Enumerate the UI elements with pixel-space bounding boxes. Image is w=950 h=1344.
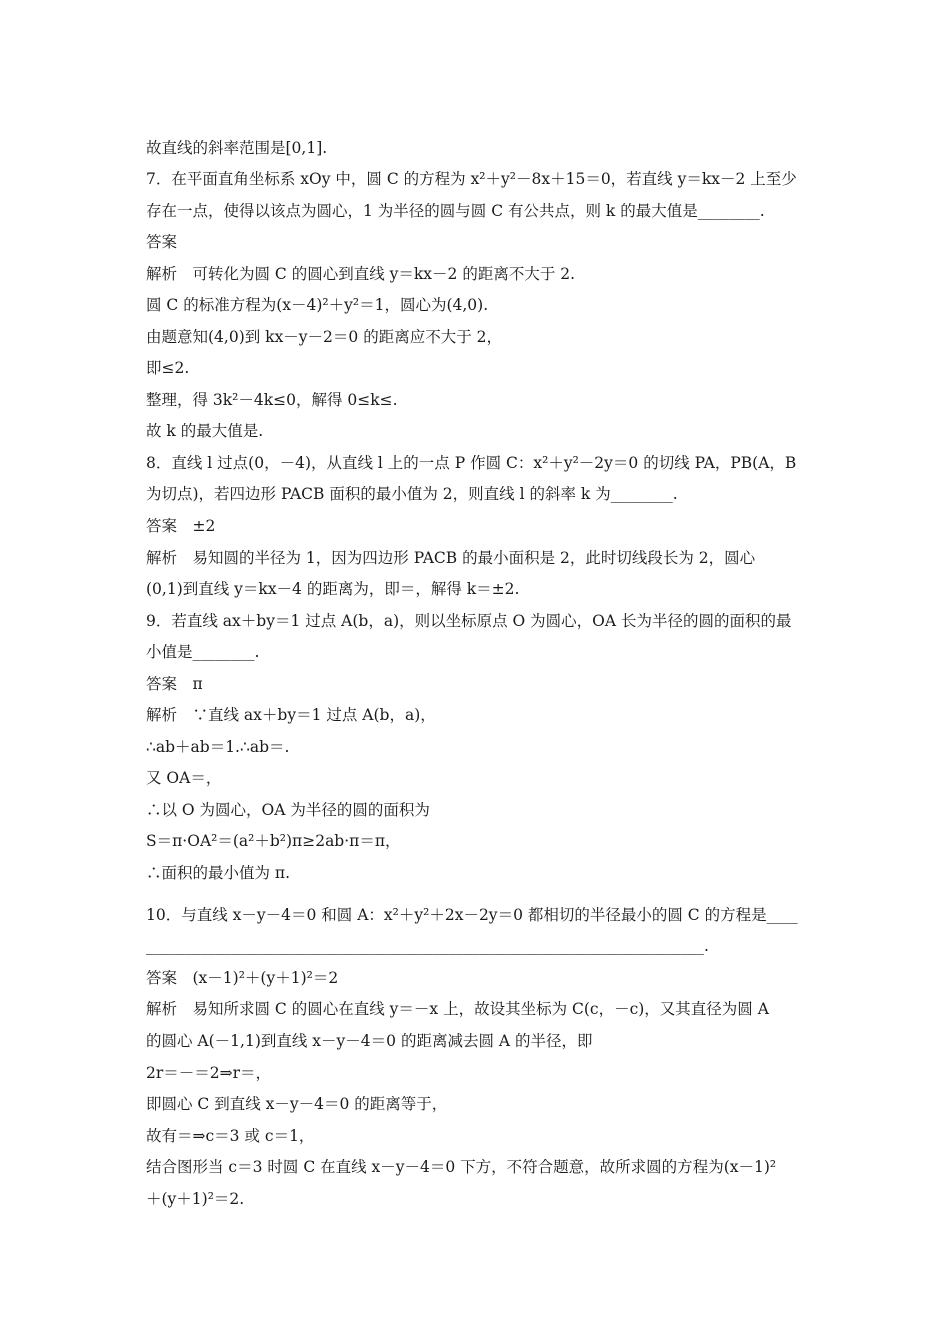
analysis-line: ∴面积的最小值为 π. [146,864,291,882]
analysis-line: 故 k 的最大值是. [146,422,264,440]
question-7-line: 7．在平面直角坐标系 xOy 中，圆 C 的方程为 x²＋y²－8x＋15＝0，若直线 y＝kx－2 上至少 [146,170,797,188]
question-10-line: 10．与直线 x－y－4＝0 和圆 A：x²＋y²＋2x－2y＝0 都相切的半径最小的圆 C 的方程是____ [146,906,798,924]
analysis-line: 又 OA＝， [146,769,222,787]
analysis-line: ＋(y＋1)²＝2. [146,1190,245,1208]
question-9-line: 9．若直线 ax＋by＝1 过点 A(b，a)，则以坐标原点 O 为圆心，OA 长为半径的圆的面积的最 [146,612,792,630]
analysis-line: 由题意知(4,0)到 kx－y－2＝0 的距离应不大于 2， [146,328,503,346]
analysis-line: 解析 易知所求圆 C 的圆心在直线 y＝－x 上，故设其坐标为 C(c，－c)，又其直径为圆 A [146,1000,769,1018]
analysis-line: ∴ab＋ab＝1.∴ab＝. [146,738,290,756]
answer-line: 答案 π [146,675,203,693]
analysis-line: 解析 易知圆的半径为 1，因为四边形 PACB 的最小面积是 2，此时切线段长为 2，圆心 [146,549,756,567]
analysis-line: (0,1)到直线 y＝kx－4 的距离为，即＝，解得 k＝±2. [146,580,520,598]
question-9-line: 小值是________. [146,643,260,661]
analysis-line: 的圆心 A(－1,1)到直线 x－y－4＝0 的距离减去圆 A 的半径，即 [146,1032,593,1050]
answer-label: 答案 [146,233,178,251]
question-8-line: 为切点)，若四边形 PACB 面积的最小值为 2，则直线 l 的斜率 k 为________. [146,485,678,503]
analysis-line: 即≤2. [146,359,190,377]
analysis-line: 解析 可转化为圆 C 的圆心到直线 y＝kx－2 的距离不大于 2. [146,265,576,283]
analysis-line: 整理，得 3k²－4k≤0，解得 0≤k≤. [146,391,398,409]
text-line: 故直线的斜率范围是[0,1]. [146,139,328,157]
question-8-line: 8．直线 l 过点(0，－4)，从直线 l 上的一点 P 作圆 C：x²＋y²－2y＝0 的切线 PA，PB(A，B [146,454,797,472]
analysis-line: 解析 ∵直线 ax＋by＝1 过点 A(b，a)， [146,706,436,724]
question-7-line: 存在一点，使得以该点为圆心，1 为半径的圆与圆 C 有公共点，则 k 的最大值是________. [146,202,765,220]
answer-blank-line: ________________________________________________________________________. [146,937,709,955]
analysis-line: ∴以 O 为圆心，OA 为半径的圆的面积为 [146,801,430,819]
answer-line: 答案 (x－1)²＋(y＋1)²＝2 [146,969,339,987]
analysis-line: 圆 C 的标准方程为(x－4)²＋y²＝1，圆心为(4,0). [146,296,489,314]
analysis-line: 结合图形当 c＝3 时圆 C 在直线 x－y－4＝0 下方，不符合题意，故所求圆的方程为(x－1)² [146,1158,777,1176]
analysis-line: 2r＝－＝2⇒r＝， [146,1064,272,1082]
answer-line: 答案 ±2 [146,517,216,535]
analysis-line: 故有＝⇒c＝3 或 c＝1， [146,1127,315,1145]
analysis-line: 即圆心 C 到直线 x－y－4＝0 的距离等于， [146,1095,448,1113]
analysis-line: S＝π·OA²＝(a²＋b²)π≥2ab·π＝π， [146,832,401,850]
